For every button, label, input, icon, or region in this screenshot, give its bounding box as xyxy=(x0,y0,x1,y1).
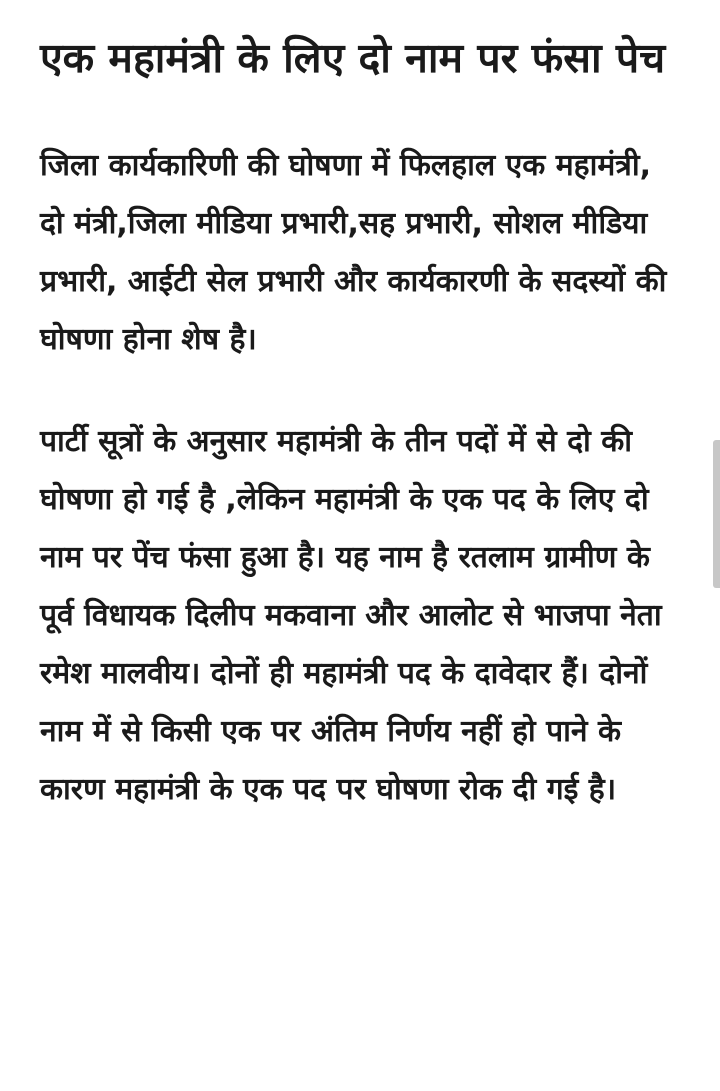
article-headline: एक महामंत्री के लिए दो नाम पर फंसा पेच xyxy=(40,34,666,82)
article-paragraph-1: जिला कार्यकारिणी की घोषणा में फिलहाल एक महामंत्री, दो मंत्री,जिला मीडिया प्रभारी,सह प्रभारी, सोशल मीडिया प्रभारी, आईटी सेल प्रभारी और कार्यकारणी के सदस्यों की घोषणा होना शेष है। xyxy=(40,148,667,357)
scroll-indicator[interactable] xyxy=(713,440,720,588)
article-paragraph-2: पार्टी सूत्रों के अनुसार महामंत्री के तीन पदों में से दो की घोषणा हो गई है ,लेकिन महामंत्री के एक पद के लिए दो नाम पर पेंच फंसा हुआ है। यह नाम है रतलाम ग्रामीण के पूर्व विधायक दिलीप मकवाना और आलोट से भाजपा नेता रमेश मालवीय। दोनों ही महामंत्री पद के दावेदार हैं। दोनों नाम में से किसी एक पर अंतिम निर्णय नहीं हो पाने के कारण महामंत्री के एक पद पर घोषणा रोक दी गई है। xyxy=(40,424,662,807)
article xyxy=(40,26,680,819)
